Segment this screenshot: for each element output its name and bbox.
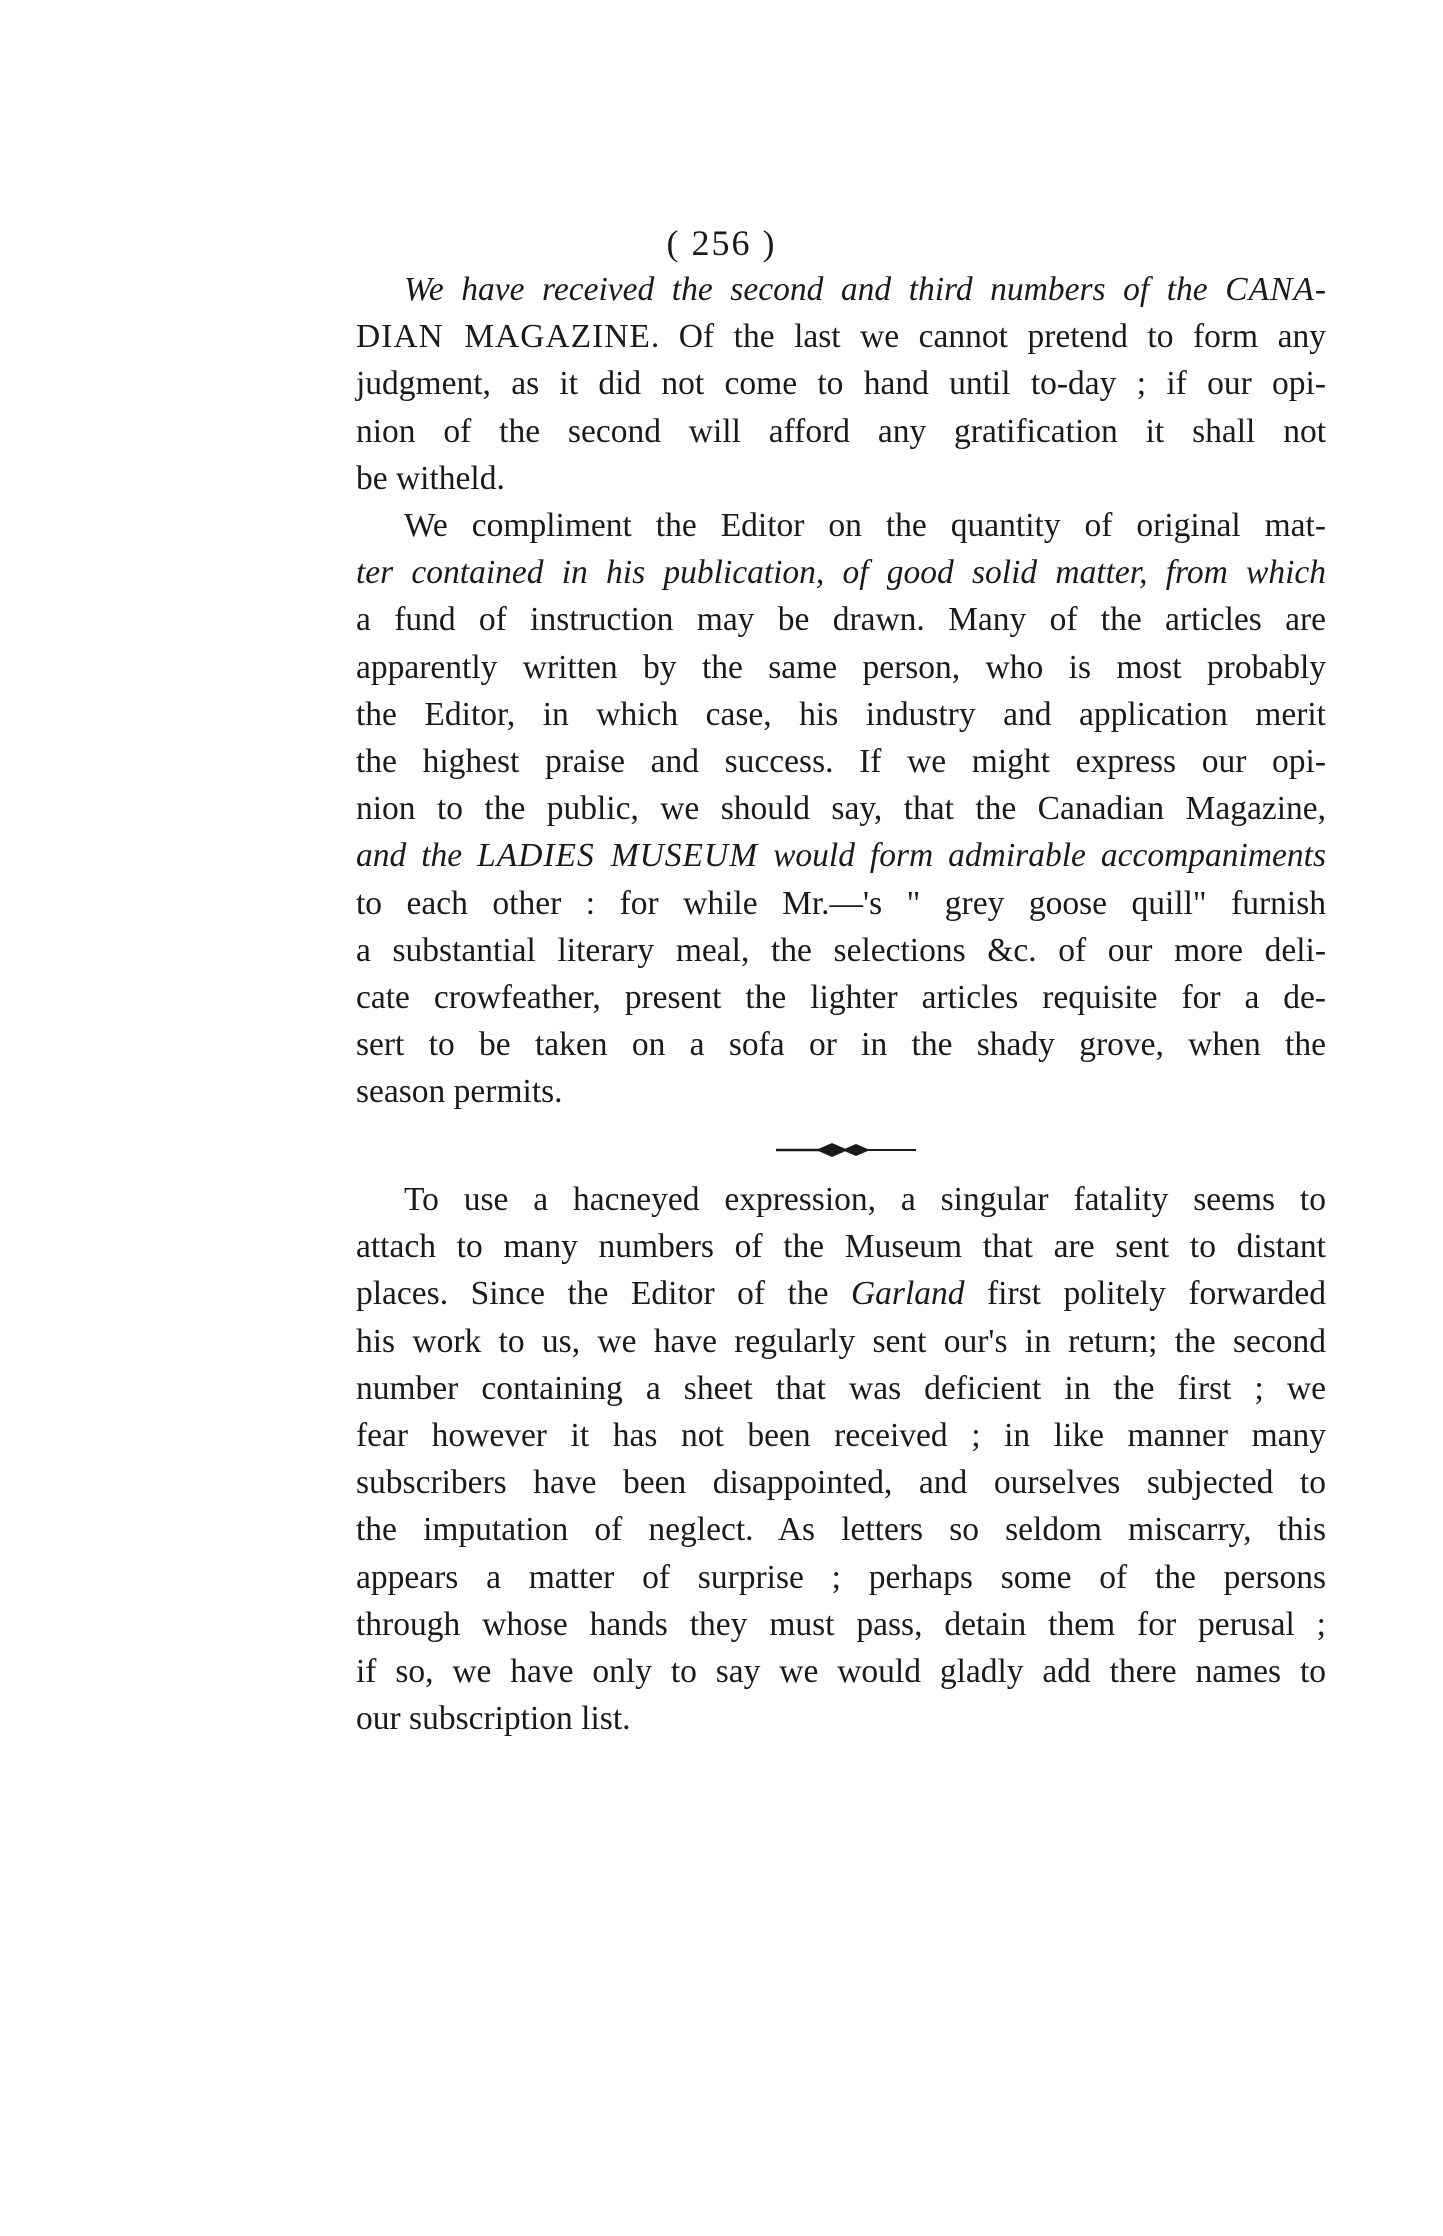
text-line: number containing a sheet that was deficient in the first ; we [356, 1369, 1326, 1407]
text-line: a fund of instruction may be drawn. Many of the articles are [356, 601, 1326, 639]
text-line: fear however it has not been received ; in like manner many [356, 1417, 1326, 1455]
text-line: season permits. [356, 1073, 563, 1111]
text-line: subscribers have been disappointed, and ourselves subjected to [356, 1464, 1326, 1502]
ornamental-divider [776, 1140, 916, 1160]
section-museum-fatality [356, 1176, 1326, 1742]
text-line: be witheld. [356, 459, 505, 497]
text-line: a substantial literary meal, the selections &c. of our more deli- [356, 931, 1326, 969]
text-line: if so, we have only to say we would gladly add there names to [356, 1653, 1326, 1691]
text-line: the Editor, in which case, his industry and application merit [356, 695, 1326, 733]
text-line: through whose hands they must pass, detain them for perusal ; [356, 1605, 1326, 1643]
text-line: the imputation of neglect. As letters so seldom miscarry, this [356, 1511, 1326, 1549]
section-canadian-magazine [356, 266, 1326, 1116]
text-line: cate crowfeather, present the lighter articles requisite for a de- [356, 979, 1326, 1017]
text-line: and the LADIES MUSEUM would form admirable accompaniments [356, 837, 1326, 875]
text-line: nion of the second will afford any gratification it shall not [356, 412, 1326, 450]
text-line: places. Since the Editor of the Garland first politely forwarded [356, 1275, 1326, 1313]
text-line: ter contained in his publication, of good solid matter, from which [356, 554, 1326, 592]
text-line: apparently written by the same person, who is most probably [356, 648, 1326, 686]
text-line: We compliment the Editor on the quantity of original mat- [404, 507, 1326, 545]
text-line: the highest praise and success. If we might express our opi- [356, 743, 1326, 781]
text-line: his work to us, we have regularly sent our's in return; the second [356, 1322, 1326, 1360]
page-number: ( 256 ) [666, 223, 777, 263]
text-line: to each other : for while Mr.—'s " grey goose quill" furnish [356, 884, 1326, 922]
text-line: appears a matter of surprise ; perhaps some of the persons [356, 1558, 1326, 1596]
text-line: our subscription list. [356, 1700, 631, 1738]
text-line: To use a hacneyed expression, a singular fatality seems to [404, 1181, 1326, 1218]
text-line: sert to be taken on a sofa or in the shady grove, when the [356, 1026, 1326, 1064]
text-line: judgment, as it did not come to hand until to-day ; if our opi- [356, 365, 1326, 403]
text-line: We have received the second and third numbers of the CANA- [404, 271, 1326, 308]
text-line: nion to the public, we should say, that the Canadian Magazine, [356, 790, 1326, 828]
text-line: attach to many numbers of the Museum that are sent to distant [356, 1228, 1326, 1266]
text-line: DIAN MAGAZINE. Of the last we cannot pretend to form any [356, 318, 1326, 356]
